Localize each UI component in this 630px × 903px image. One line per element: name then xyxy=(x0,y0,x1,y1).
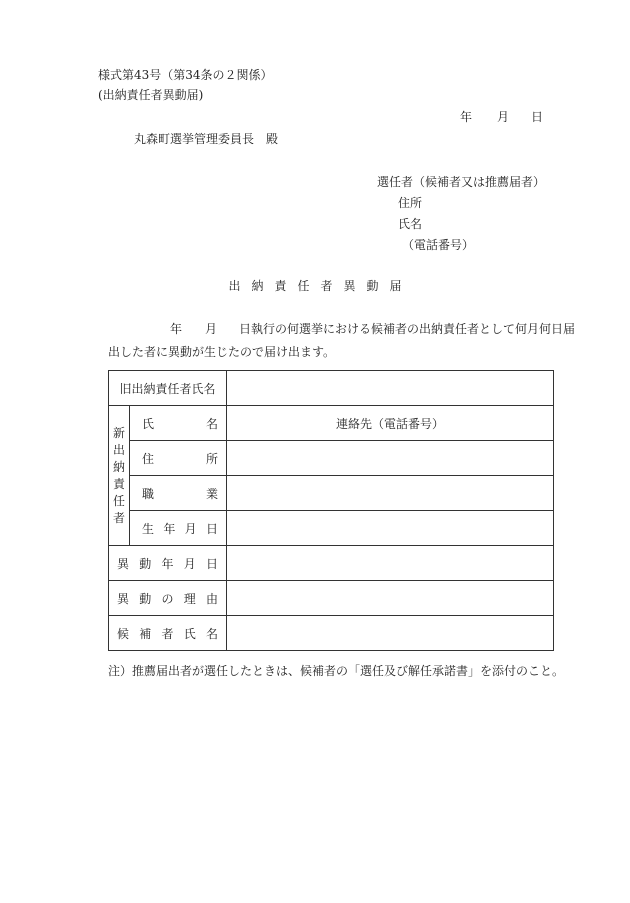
birthdate-field[interactable] xyxy=(227,511,554,546)
vertical-char: 任 xyxy=(112,493,125,508)
intro-year: 年 xyxy=(170,322,183,336)
contact-label[interactable]: 連絡先（電話番号） xyxy=(227,406,554,441)
vertical-char: 者 xyxy=(112,510,125,525)
new-treasurer-group-label xyxy=(109,406,130,546)
date-month: 月 xyxy=(497,110,510,124)
address-field[interactable] xyxy=(227,441,554,476)
table-row xyxy=(109,511,554,546)
submitter-role: 選任者（候補者又は推薦届者） xyxy=(377,175,546,189)
old-treasurer-name-field[interactable] xyxy=(227,371,554,406)
birthdate-label: 生 年 月 日 xyxy=(130,511,227,546)
table-row xyxy=(109,476,554,511)
vertical-char: 出 xyxy=(112,442,125,457)
table-row xyxy=(109,546,554,581)
table-row xyxy=(109,406,554,441)
submitter-phone-label: （電話番号） xyxy=(402,238,475,252)
submitter-address-label: 住所 xyxy=(398,196,423,210)
occupation-field[interactable] xyxy=(227,476,554,511)
address-label: 住 所 xyxy=(130,441,227,476)
intro-line2: 出した者に異動が生じたので届け出ます。 xyxy=(108,345,336,359)
footnote: 注）推薦届出者が選任したときは、候補者の「選任及び解任承諾書」を添付のこと。 xyxy=(108,664,565,678)
intro-month: 月 xyxy=(205,322,218,336)
candidate-name-label: 候 補 者 氏 名 xyxy=(109,616,227,651)
change-reason-field[interactable] xyxy=(227,581,554,616)
vertical-char: 責 xyxy=(112,476,125,491)
vertical-char: 納 xyxy=(112,459,125,474)
form-number: 様式第43号（第34条の２関係） xyxy=(98,68,273,82)
name-label: 氏 名 xyxy=(130,406,227,441)
change-date-field[interactable] xyxy=(227,546,554,581)
vertical-char: 新 xyxy=(112,425,125,440)
change-reason-label: 異 動 の 理 由 xyxy=(109,581,227,616)
table-row xyxy=(109,581,554,616)
table-row xyxy=(109,371,554,406)
old-treasurer-name-label: 旧出納責任者氏名 xyxy=(109,371,227,406)
submitter-name-label: 氏名 xyxy=(398,217,423,231)
treasurer-change-table xyxy=(108,370,554,651)
document-title: 出納責任者異動届 xyxy=(228,279,413,293)
candidate-name-field[interactable] xyxy=(227,616,554,651)
table-row xyxy=(109,441,554,476)
date-year: 年 xyxy=(460,110,473,124)
change-date-label: 異 動 年 月 日 xyxy=(109,546,227,581)
form-subtitle: (出納責任者異動届) xyxy=(98,88,204,102)
addressee: 丸森町選挙管理委員長 殿 xyxy=(134,132,279,146)
date-day: 日 xyxy=(531,110,544,124)
intro-line1: 日執行の何選挙における候補者の出納責任者として何月何日届 xyxy=(239,322,576,336)
table-row xyxy=(109,616,554,651)
occupation-label: 職 業 xyxy=(130,476,227,511)
